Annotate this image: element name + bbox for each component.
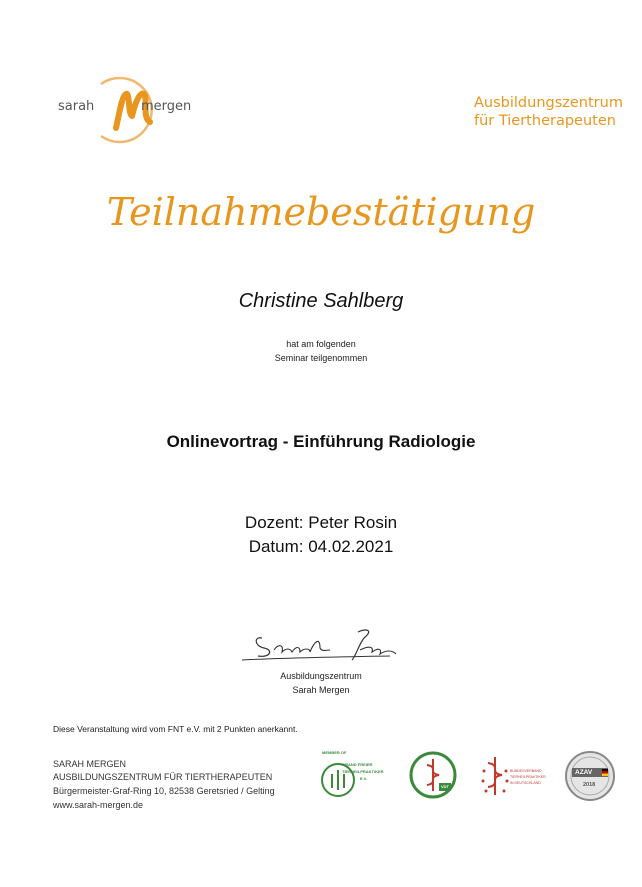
- signature: [240, 620, 410, 665]
- signature-drawing: [240, 620, 410, 665]
- azav-label: AZAV: [575, 769, 593, 776]
- intro-line-2: Seminar teilgenommen: [274, 353, 368, 363]
- azav-seal-icon: [564, 750, 616, 802]
- address-line-1: SARAH MERGEN: [53, 759, 127, 769]
- seminar-title: Onlinevortrag - Einführung Radiologie: [166, 432, 476, 451]
- signature-line-1: Ausbildungszentrum: [280, 671, 362, 681]
- logo-word-sarah: sarah: [58, 99, 95, 114]
- seminar-date: Datum: 04.02.2021: [248, 537, 394, 556]
- vdt-label: VDT: [441, 784, 449, 789]
- fnt-badge: [320, 748, 382, 804]
- vdt-logo-icon: [409, 751, 457, 799]
- caduceus-icon: [480, 751, 510, 801]
- intro-line-1: hat am folgenden: [286, 339, 356, 349]
- vdt-badge: [409, 751, 457, 799]
- fnt-line-3: E.V.: [360, 776, 368, 781]
- logo: [58, 70, 192, 150]
- bv-line-1: BUNDESVERBAND: [510, 769, 542, 773]
- certificate-title: Teilnahmebestätigung: [106, 190, 536, 234]
- address-line-2: AUSBILDUNGSZENTRUM FÜR TIERTHERAPEUTEN: [53, 772, 273, 782]
- logo-word-mergen: mergen: [141, 99, 192, 114]
- fnt-top-text: MEMBER OF: [322, 750, 347, 755]
- fnt-line-2: TIERHEILPRAKTIKER: [342, 769, 384, 774]
- azav-year: 2018: [583, 782, 596, 788]
- bv-line-2: TIERHEILPRAKTIKER: [510, 775, 546, 779]
- signature-line-2: Sarah Mergen: [292, 685, 350, 695]
- azav-badge: [564, 750, 616, 802]
- points-note: Diese Veranstaltung wird vom FNT e.V. mit 2 Punkten anerkannt.: [53, 724, 298, 734]
- tagline-line-2: für Tiertherapeuten: [474, 113, 616, 129]
- bv-badge: [480, 751, 552, 801]
- fnt-logo-icon: [320, 748, 382, 804]
- tagline: [474, 94, 623, 130]
- lecturer: Dozent: Peter Rosin: [244, 513, 398, 532]
- fnt-line-1: GRAND FREIER: [342, 762, 373, 767]
- tagline-line-1: Ausbildungszentrum: [474, 95, 623, 111]
- participant-name: Christine Sahlberg: [238, 290, 404, 312]
- bv-line-3: IN DEUTSCHLAND: [510, 781, 541, 785]
- address-line-3: Bürgermeister-Graf-Ring 10, 82538 Geretsried / Gelting: [53, 786, 275, 796]
- website-link[interactable]: www.sarah-mergen.de: [53, 800, 144, 810]
